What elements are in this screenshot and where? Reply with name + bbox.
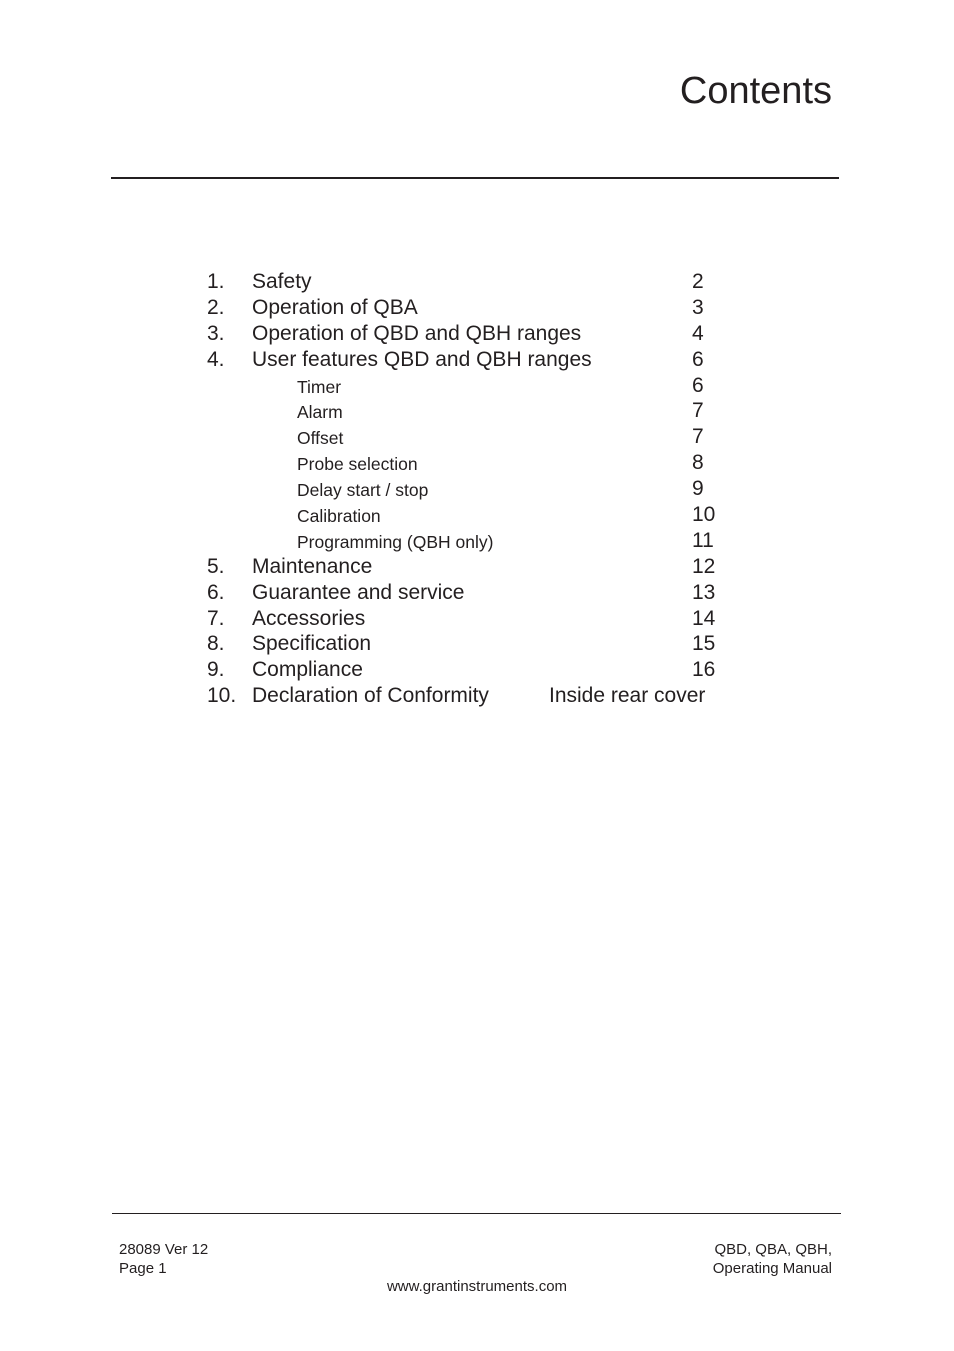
toc-entry-compliance[interactable]	[0, 656, 954, 682]
header-divider	[111, 177, 839, 179]
toc-page: 3	[692, 295, 704, 319]
page-title: Contents	[679, 70, 832, 112]
toc-page: 12	[692, 554, 716, 578]
toc-label: Operation of QBA	[252, 295, 418, 319]
toc-number: 4.	[207, 347, 225, 371]
toc-label: User features QBD and QBH ranges	[252, 347, 592, 371]
toc-label: Programming (QBH only)	[297, 531, 494, 552]
toc-subentry-alarm[interactable]	[0, 397, 954, 423]
toc-page: 6	[692, 373, 704, 397]
footer-right	[713, 1240, 832, 1278]
toc-number: 7.	[207, 606, 225, 630]
toc-number: 3.	[207, 321, 225, 345]
page-number: Page 1	[119, 1260, 167, 1277]
toc-page: 7	[692, 425, 704, 449]
toc-label: Calibration	[297, 506, 381, 527]
toc-label: Timer	[297, 376, 342, 397]
toc-label: Maintenance	[252, 554, 373, 578]
toc-label: Accessories	[252, 606, 366, 630]
toc-entry-operation-qba[interactable]	[0, 294, 954, 320]
toc-number: 10.	[207, 684, 237, 708]
website-link[interactable]: www.grantinstruments.com	[386, 1278, 568, 1295]
toc-page: 14	[692, 606, 716, 630]
toc-number: 1.	[207, 270, 225, 293]
toc-page: 8	[692, 451, 704, 475]
toc-number: 5.	[207, 554, 225, 578]
toc-subentry-timer[interactable]	[0, 372, 954, 398]
toc-entry-accessories[interactable]	[0, 605, 954, 631]
toc-entry-guarantee-service[interactable]	[0, 579, 954, 605]
toc-entry-operation-qbd-qbh[interactable]	[0, 320, 954, 346]
toc-subentry-delay-start-stop[interactable]	[0, 475, 954, 501]
toc-label: Alarm	[297, 402, 343, 423]
toc-entry-declaration-of-conformity[interactable]	[0, 682, 954, 708]
toc-number: 9.	[207, 658, 225, 682]
toc-label: Declaration of Conformity	[252, 684, 489, 708]
toc-entry-user-features[interactable]	[0, 346, 954, 372]
manual-type: Operating Manual	[712, 1260, 832, 1277]
toc-label: Probe selection	[297, 454, 418, 475]
toc-label: Compliance	[252, 658, 363, 682]
toc-entry-safety[interactable]	[0, 268, 954, 294]
toc-entry-specification[interactable]	[0, 630, 954, 656]
toc-entry-maintenance[interactable]	[0, 553, 954, 579]
toc-number: 8.	[207, 632, 225, 656]
toc-page: 16	[692, 658, 716, 682]
footer-left	[119, 1240, 208, 1278]
toc-label: Safety	[252, 270, 312, 293]
toc-subentry-offset[interactable]	[0, 423, 954, 449]
toc-subentry-probe-selection[interactable]	[0, 449, 954, 475]
toc-page: 2	[692, 270, 704, 293]
toc-page: 7	[692, 399, 704, 423]
toc-subentry-calibration[interactable]	[0, 501, 954, 527]
toc-page: 11	[692, 528, 714, 552]
toc-page: 9	[692, 477, 704, 501]
toc-page: Inside rear cover	[549, 684, 706, 708]
toc-label: Offset	[297, 428, 344, 449]
toc-page: 4	[692, 321, 704, 345]
toc-page: 13	[692, 580, 716, 604]
doc-version: 28089 Ver 12	[119, 1241, 209, 1258]
table-of-contents	[0, 268, 954, 708]
toc-number: 6.	[207, 580, 225, 604]
toc-label: Delay start / stop	[297, 480, 429, 501]
model-list: QBD, QBA, QBH,	[714, 1241, 832, 1258]
toc-label: Specification	[252, 632, 372, 656]
footer-divider	[112, 1213, 841, 1214]
toc-number: 2.	[207, 295, 225, 319]
toc-page: 15	[692, 632, 716, 656]
toc-subentry-programming[interactable]	[0, 527, 954, 553]
toc-page: 6	[692, 347, 704, 371]
toc-page: 10	[692, 503, 716, 527]
toc-label: Operation of QBD and QBH ranges	[252, 321, 582, 345]
toc-label: Guarantee and service	[252, 580, 465, 604]
